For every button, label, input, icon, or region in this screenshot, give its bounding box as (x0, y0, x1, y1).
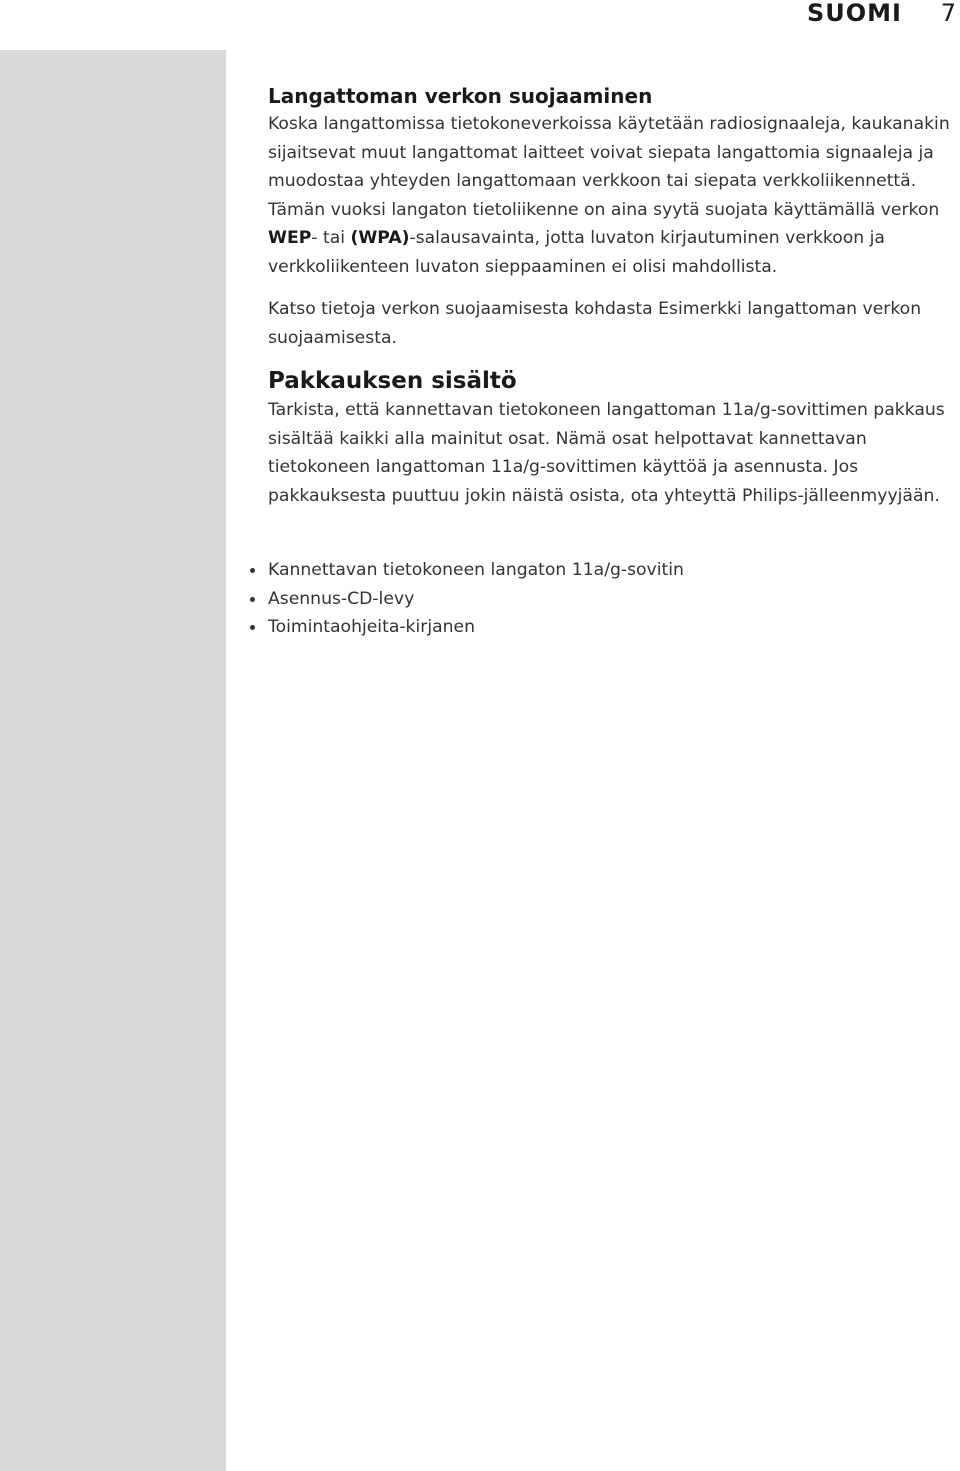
page-header (0, 0, 960, 28)
side-margin-panel (0, 50, 226, 1471)
list-item-label: Asennus-CD-levy (268, 588, 415, 609)
paragraph-line: Tämän vuoksi langaton tietoliikenne on aina syytä suojata käyttämällä verkon (268, 199, 940, 220)
list-item-label: Toimintaohjeita-kirjanen (268, 617, 476, 637)
paragraph-line: Tarkista, että kannettavan tietokoneen langattoman 11a/g-sovittimen pakkaus (268, 400, 945, 420)
note-line: suojaamisesta. (268, 327, 397, 348)
package-items-list (240, 556, 684, 642)
paragraph-line: Koska langattomissa tietokoneverkoissa käytetään radiosignaaleja, kaukanakin (268, 114, 950, 134)
paragraph-line-encryption (268, 224, 958, 253)
paragraph-line: pakkauksesta puuttuu jokin näistä osista, ota yhteyttä Philips-jälleenmyyjään. (268, 485, 940, 506)
paragraph-line: tietokoneen langattoman 11a/g-sovittimen käyttöä ja asennusta. Jos (268, 457, 859, 477)
paragraph-line: muodostaa yhteyden langattomaan verkkoon tai siepata verkkoliikennettä. (268, 171, 917, 191)
paragraph-line: verkkoliikenteen luvaton sieppaaminen ei olisi mahdollista. (268, 256, 778, 277)
note-line: Katso tietoja verkon suojaamisesta kohdasta Esimerkki langattoman verkon (268, 299, 922, 319)
page-number: 7 (940, 0, 956, 27)
list-item (240, 585, 684, 614)
wep-term: WEP (268, 228, 312, 248)
list-item-label: Kannettavan tietokoneen langaton 11a/g-sovitin (268, 560, 684, 580)
section-heading-security: Langattoman verkon suojaaminen (268, 84, 653, 108)
encryption-rest-text: -salausavainta, jotta luvaton kirjautuminen verkkoon ja (409, 228, 885, 248)
bullet-icon (250, 568, 255, 573)
paragraph-line: sisältää kaikki alla mainitut osat. Nämä osat helpottavat kannettavan (268, 428, 867, 449)
list-item (240, 613, 684, 642)
bullet-icon (250, 597, 255, 602)
bullet-icon (250, 625, 255, 630)
language-label: SUOMI (807, 0, 902, 27)
main-content (268, 82, 958, 510)
section-heading-package-contents: Pakkauksen sisältö (268, 368, 517, 394)
list-item (240, 556, 684, 585)
connector-text: - tai (311, 228, 351, 248)
wpa-term: (WPA) (350, 228, 410, 248)
paragraph-line: sijaitsevat muut langattomat laitteet voivat siepata langattomia signaaleja ja (268, 142, 934, 163)
